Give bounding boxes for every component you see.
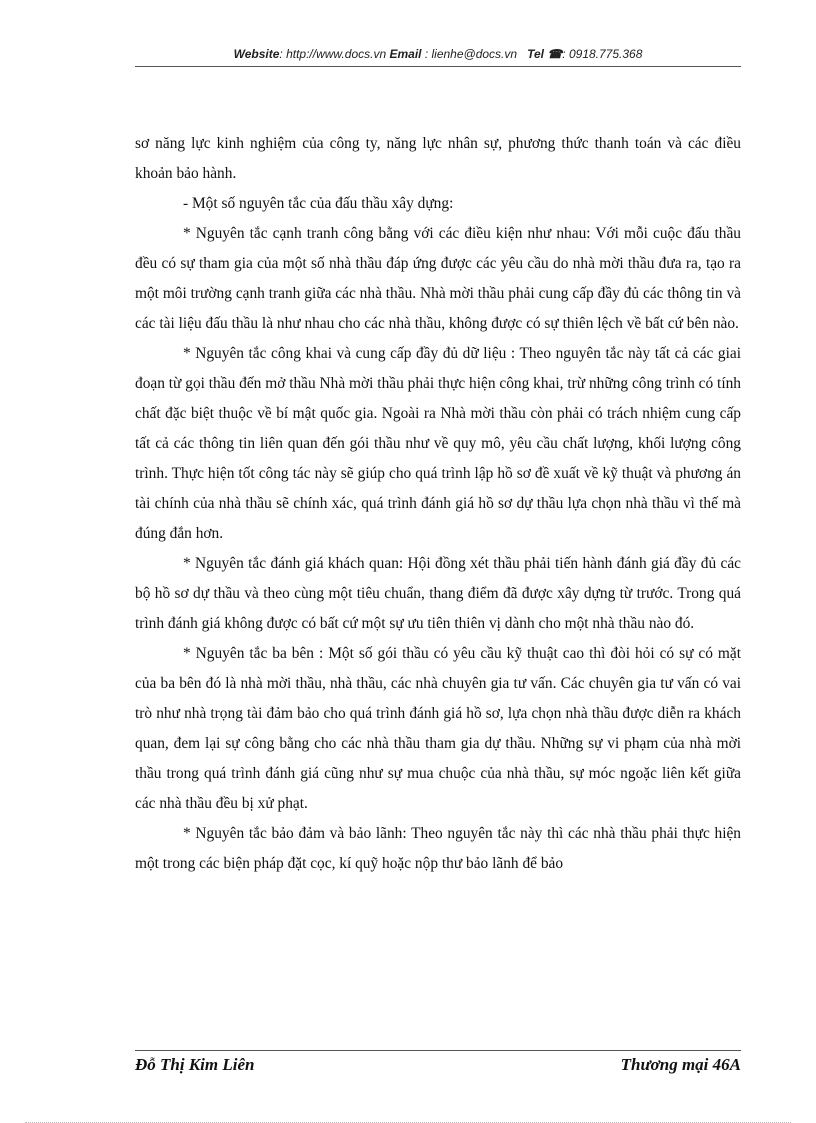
footer-class: Thương mại 46A [620,1055,741,1074]
body-paragraph-4: * Nguyên tắc công khai và cung cấp đầy đủ dữ liệu : Theo nguyên tắc này tất cả các giai đoạn từ gọi thầu đến mở thầu Nhà mời thầu phải thực hiện công khai, trừ những công trình có tính chất đặc biệt thuộc về bí mật quốc gia. Ngoài ra Nhà mời thầu còn phải có trách nhiệm cung cấp tất cả các thông tin liên quan đến gói thầu như về quy mô, yêu cầu chất lượng, khối lượng công trình. Thực hiện tốt công tác này sẽ giúp cho quá trình lập hồ sơ đề xuất về kỹ thuật và phương án tài chính của nhà thầu sẽ chính xác, quá trình đánh giá hồ sơ dự thầu lựa chọn nhà thầu vì thế mà đúng đắn hơn. [135,345,741,542]
page-footer [135,1055,741,1079]
document-body [135,129,741,879]
email-address[interactable]: lienhe@docs.vn [431,47,518,61]
tel-number: 0918.775.368 [568,47,643,61]
website-url[interactable]: http://www.docs.vn [286,47,387,61]
body-paragraph-5: * Nguyên tắc đánh giá khách quan: Hội đồng xét thầu phải tiến hành đánh giá đầy đủ các bộ hồ sơ dự thầu và theo cùng một tiêu chuẩn, thang điểm đã được xây dựng từ trước. Trong quá trình đánh giá không được có bất cứ một sự ưu tiên thiên vị dành cho một nhà thầu nào đó. [135,555,741,632]
tel-label: Tel [527,47,544,61]
website-label: Website [233,47,280,61]
body-paragraph-7: * Nguyên tắc bảo đảm và bảo lãnh: Theo nguyên tắc này thì các nhà thầu phải thực hiện một trong các biện pháp đặt cọc, kí quỹ hoặc nộp thư bảo lãnh để bảo [135,825,741,872]
page-header [135,47,741,67]
footer-author: Đỗ Thị Kim Liên [135,1055,255,1074]
footer-divider [135,1050,741,1051]
header-divider [135,66,741,67]
tel-separator: : [562,47,569,61]
email-label: Email [389,47,422,61]
website-separator: : [279,47,287,61]
phone-icon: ☎ [547,47,563,61]
body-paragraph-3: * Nguyên tắc cạnh tranh công bằng với các điều kiện như nhau: Với mỗi cuộc đấu thầu đều có sự tham gia của một số nhà thầu đáp ứng được các yêu cầu do nhà mời thầu đưa ra, tạo ra một môi trường cạnh tranh giữa các nhà thầu. Nhà mời thầu phải cung cấp đầy đủ các thông tin và các tài liệu đấu thầu là như nhau cho các nhà thầu, không được có sự thiên lệch về bất cứ bên nào. [135,225,741,332]
body-paragraph-2: - Một số nguyên tắc của đấu thầu xây dựng: [183,195,454,212]
body-paragraph-1: sơ năng lực kinh nghiệm của công ty, năng lực nhân sự, phương thức thanh toán và các điều khoản bảo hành. [135,135,741,182]
body-paragraph-6: * Nguyên tắc ba bên : Một số gói thầu có yêu cầu kỹ thuật cao thì đòi hỏi có sự có mặt của ba bên đó là nhà mời thầu, nhà thầu, các nhà chuyên gia tư vấn. Các chuyên gia tư vấn có vai trò như nhà trọng tài đảm bảo cho quá trình đánh giá hồ sơ, lựa chọn nhà thầu được diễn ra khách quan, đem lại sự công bằng cho các nhà thầu tham gia dự thầu. Những sự vi phạm của nhà mời thầu trong quá trình đánh giá cũng như sự mua chuộc của nhà thầu, sự móc ngoặc liên kết giữa các nhà thầu đều bị xử phạt. [135,645,741,812]
email-separator: : [421,47,432,61]
